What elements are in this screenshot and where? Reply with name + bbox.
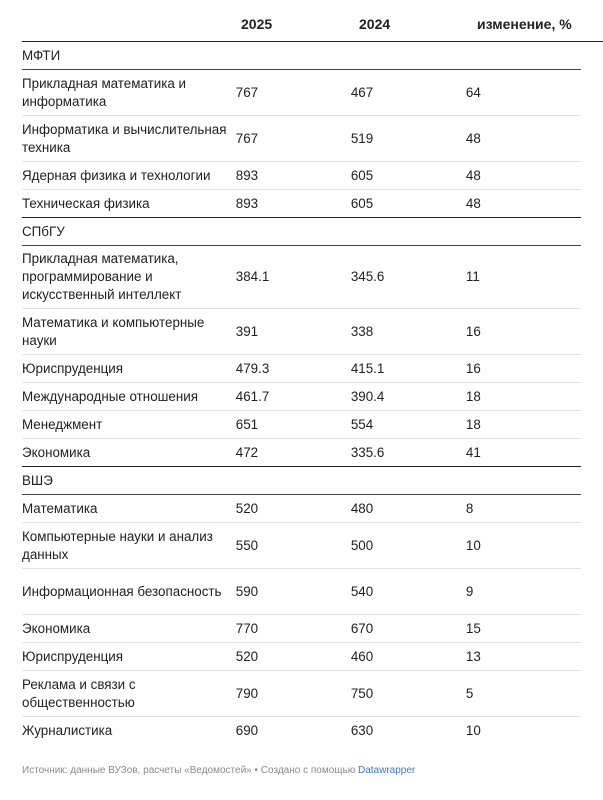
value-2024: 605 (350, 195, 374, 211)
value-2025: 520 (235, 500, 259, 516)
program-name: Прикладная математика и информатика (22, 75, 187, 109)
value-2025: 893 (235, 195, 259, 211)
value-change: 13 (465, 648, 481, 664)
table-row (22, 162, 581, 190)
value-change: 48 (465, 130, 481, 146)
table-row (22, 495, 581, 523)
program-name: Юриспруденция (22, 360, 124, 376)
program-name: Журналистика (22, 722, 113, 738)
value-change: 16 (465, 323, 481, 339)
group-row (22, 218, 581, 246)
group-row (22, 42, 581, 70)
table-row (22, 523, 581, 569)
value-2025: 472 (235, 444, 259, 460)
value-2024: 540 (350, 583, 374, 599)
table-row (22, 439, 581, 467)
table-row (22, 116, 581, 162)
table-row (22, 70, 581, 116)
header-name (22, 18, 241, 24)
table-row (22, 246, 581, 309)
program-name: Математика (22, 500, 98, 516)
value-change: 8 (465, 500, 474, 516)
table-row (22, 355, 581, 383)
group-row (22, 467, 581, 495)
header-2025: 2025 (241, 15, 273, 32)
program-name: Прикладная математика, программирование и искусственный интеллект (22, 251, 182, 302)
program-name: Менеджмент (22, 416, 103, 432)
value-2025: 520 (235, 648, 259, 664)
program-name: Экономика (22, 444, 91, 460)
group-name: МФТИ (22, 47, 61, 63)
value-change: 10 (465, 537, 481, 553)
value-2025: 384.1 (235, 269, 270, 284)
value-2024: 750 (350, 685, 374, 701)
value-2024: 335.6 (350, 444, 385, 460)
group-name: СПбГУ (22, 223, 65, 239)
table-row (22, 309, 581, 355)
value-2024: 554 (350, 416, 374, 432)
value-2024: 460 (350, 648, 374, 664)
footer-note (22, 765, 415, 776)
value-2025: 461.7 (235, 388, 270, 404)
value-change: 11 (465, 269, 480, 284)
table-row (22, 671, 581, 717)
value-change: 18 (465, 416, 481, 432)
table-row (22, 190, 581, 218)
value-2024: 500 (350, 537, 374, 553)
program-name: Экономика (22, 620, 91, 636)
program-name: Техническая физика (22, 195, 150, 211)
datawrapper-link[interactable]: Datawrapper (358, 765, 416, 776)
value-2025: 391 (235, 323, 259, 339)
program-name: Информационная безопасность (22, 583, 222, 599)
program-name: Математика и компьютерные науки (22, 314, 205, 348)
value-2024: 630 (350, 722, 374, 738)
value-2024: 390.4 (350, 388, 385, 404)
value-change: 5 (465, 685, 474, 701)
program-name: Международные отношения (22, 388, 198, 404)
header-2024: 2024 (359, 15, 391, 32)
table-row (22, 569, 581, 615)
value-change: 9 (465, 583, 474, 599)
program-name: Юриспруденция (22, 648, 124, 664)
value-2025: 790 (235, 685, 259, 701)
table-row (22, 383, 581, 411)
value-change: 41 (465, 444, 481, 460)
value-2025: 767 (235, 84, 259, 100)
value-2025: 893 (235, 167, 259, 183)
value-2024: 338 (350, 323, 374, 339)
value-change: 64 (465, 84, 481, 100)
program-name: Компьютерные науки и анализ данных (22, 528, 213, 562)
value-2024: 670 (350, 620, 374, 636)
program-name: Информатика и вычислительная техника (22, 121, 227, 155)
value-change: 48 (465, 195, 481, 211)
table-row (22, 643, 581, 671)
value-2024: 467 (350, 84, 374, 100)
value-2025: 690 (235, 722, 259, 738)
program-name: Ядерная физика и технологии (22, 167, 211, 183)
value-2024: 480 (350, 500, 374, 516)
table-header (22, 0, 603, 42)
value-change: 18 (465, 388, 481, 404)
value-2025: 590 (235, 583, 259, 599)
value-2025: 479.3 (235, 360, 270, 376)
value-2025: 550 (235, 537, 259, 553)
value-2025: 767 (235, 130, 259, 146)
table-row (22, 411, 581, 439)
table-row (22, 717, 581, 744)
value-change: 15 (465, 620, 481, 636)
value-2024: 345.6 (350, 269, 385, 284)
value-change: 16 (465, 360, 481, 376)
value-change: 10 (465, 722, 481, 738)
program-name: Реклама и связи с общественностью (22, 676, 136, 710)
group-name: ВШЭ (22, 472, 53, 488)
header-change: изменение, % (477, 15, 572, 32)
value-2024: 415.1 (350, 360, 385, 376)
value-2025: 770 (235, 620, 259, 636)
value-2024: 605 (350, 167, 374, 183)
table-body (22, 42, 603, 744)
table-row (22, 615, 581, 643)
value-change: 48 (465, 167, 481, 183)
value-2024: 519 (350, 130, 374, 146)
footer-source: Источник: данные ВУЗов, расчеты «Ведомостей» • Создано с помощью (22, 765, 358, 776)
value-2025: 651 (235, 416, 259, 432)
